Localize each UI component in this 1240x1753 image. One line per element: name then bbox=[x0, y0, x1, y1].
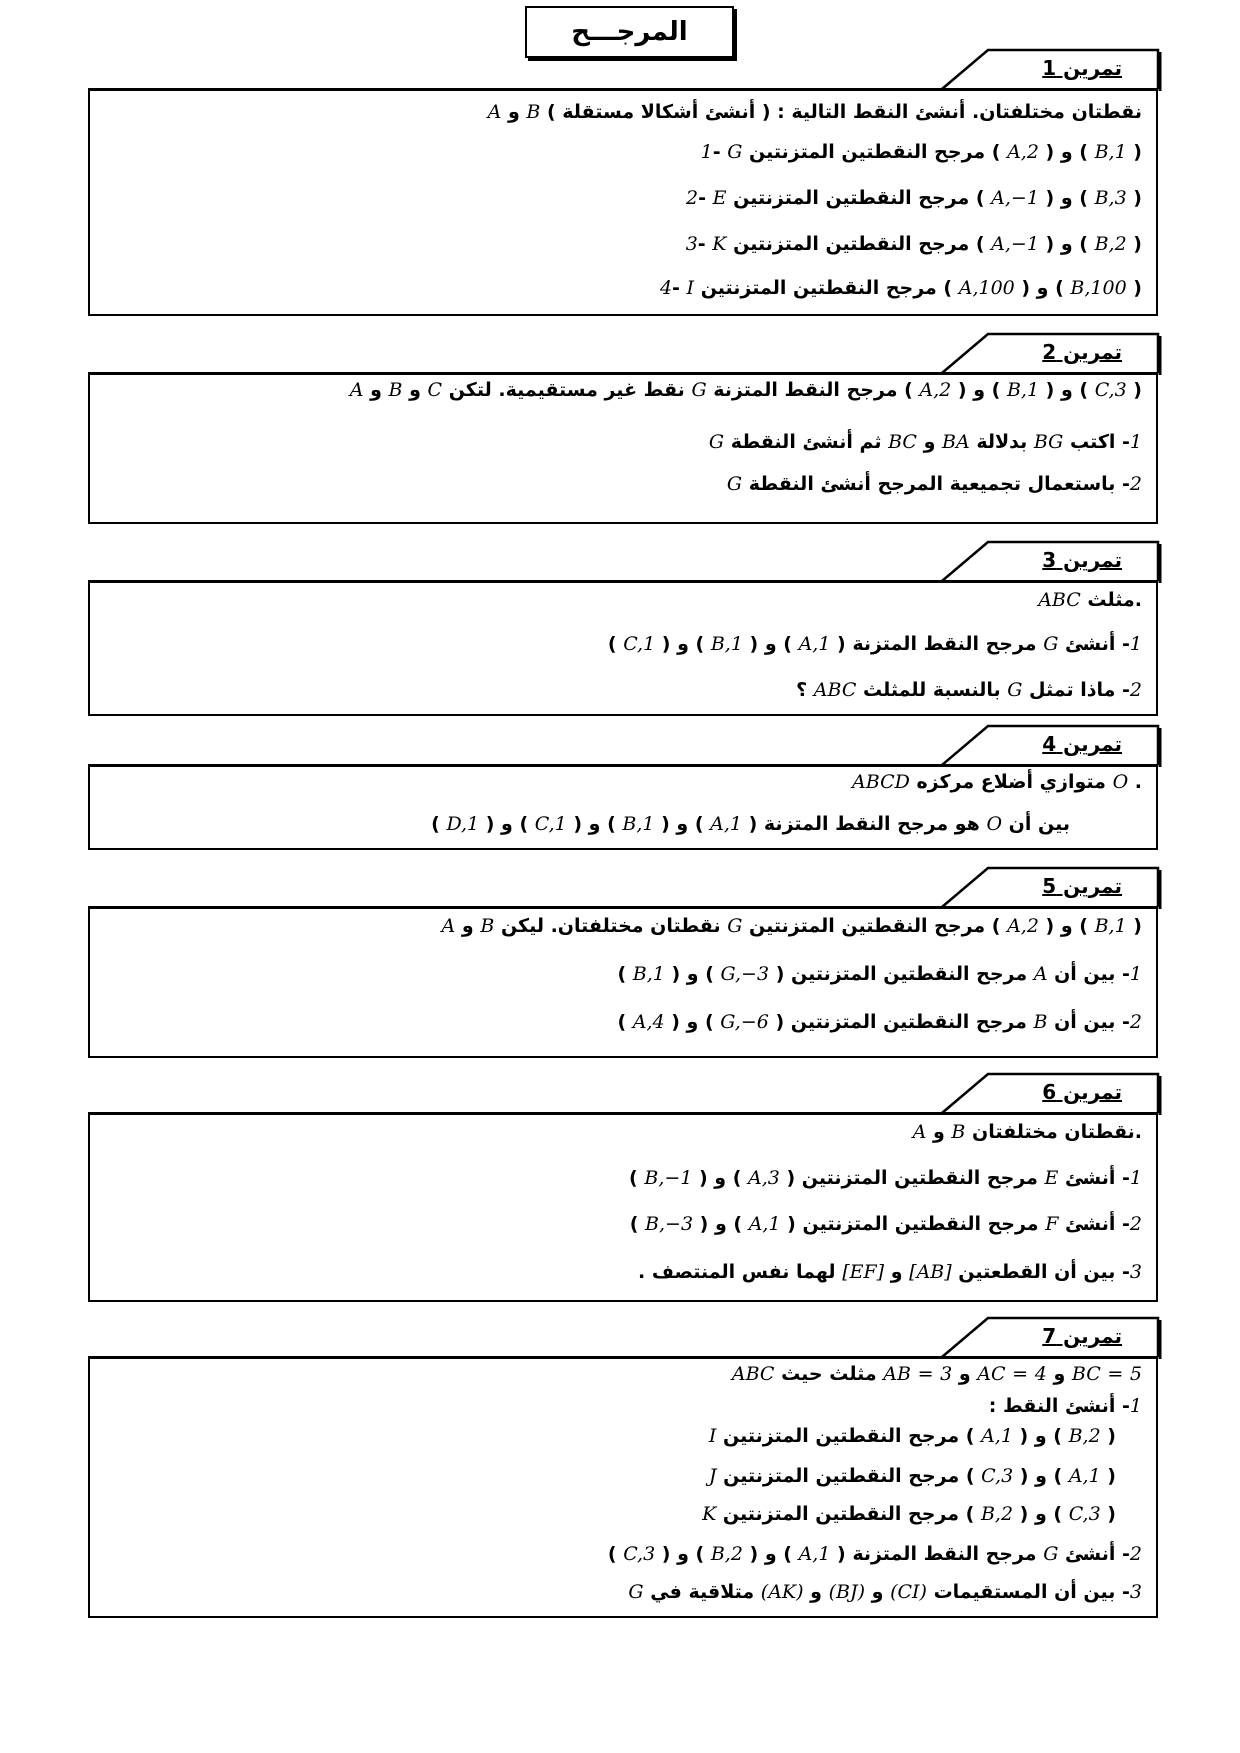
exercise-5-tab bbox=[938, 864, 1158, 906]
exercise-line: 1- بين أن A مرجح النقطتين المتزنتين ( G,−3 ) و ( B,1 ) bbox=[617, 963, 1142, 985]
exercise-line: 3- بين أن المستقيمات (CI) و (BJ) و (AK) متلاقية في G bbox=[628, 1581, 1142, 1603]
exercise-line: A و B نقطتان مختلفتان. أنشئ النقط التالية : ( أنشئ أشكالا مستقلة ) bbox=[487, 101, 1142, 123]
exercise-2-box bbox=[88, 372, 1158, 524]
exercise-4-tab bbox=[938, 722, 1158, 764]
exercise-5-box bbox=[88, 906, 1158, 1058]
exercise-6-tab bbox=[938, 1070, 1158, 1112]
exercise-3-box bbox=[88, 580, 1158, 716]
exercise-7-tab bbox=[938, 1314, 1158, 1356]
exercise-line: K مرجح النقطتين المتزنتين ( B,2 ) و ( C,3 ) bbox=[702, 1503, 1116, 1525]
exercise-6-box bbox=[88, 1112, 1158, 1302]
exercise-line: 2- أنشئ F مرجح النقطتين المتزنتين ( A,1 ) و ( B,−3 ) bbox=[629, 1213, 1142, 1235]
exercise-7-box bbox=[88, 1356, 1158, 1618]
exercise-3-tab bbox=[938, 538, 1158, 580]
exercise-line: J مرجح النقطتين المتزنتين ( C,3 ) و ( A,1 ) bbox=[708, 1465, 1116, 1487]
exercise-line: 4- I مرجح النقطتين المتزنتين ( A,100 ) و ( B,100 ) bbox=[659, 277, 1142, 299]
exercise-4-box bbox=[88, 764, 1158, 850]
exercise-line: 2- ماذا تمثل G بالنسبة للمثلث ABC ؟ bbox=[796, 679, 1142, 701]
exercise-line: 2- E مرجح النقطتين المتزنتين ( A,−1 ) و ( B,3 ) bbox=[686, 187, 1142, 209]
exercise-line: 2- أنشئ G مرجح النقط المتزنة ( A,1 ) و ( B,2 ) و ( C,3 ) bbox=[607, 1543, 1142, 1565]
exercise-line: 1- أنشئ G مرجح النقط المتزنة ( A,1 ) و ( B,1 ) و ( C,1 ) bbox=[607, 633, 1142, 655]
exercise-label: تمرين 3 bbox=[1042, 548, 1122, 572]
exercise-label: تمرين 6 bbox=[1042, 1080, 1122, 1104]
exercise-label: تمرين 2 bbox=[1042, 340, 1122, 364]
exercise-label: تمرين 4 bbox=[1042, 732, 1122, 756]
exercise-line: 1- أنشئ E مرجح النقطتين المتزنتين ( A,3 ) و ( B,−1 ) bbox=[629, 1167, 1142, 1189]
page-title: المرجـــح bbox=[525, 6, 734, 58]
exercise-line: A و B و C نقط غير مستقيمية. لتكن G مرجح النقط المتزنة ( A,2 ) و ( B,1 ) و ( C,3 ) bbox=[349, 379, 1142, 401]
exercise-line: ABC مثلث. bbox=[1038, 589, 1142, 611]
exercise-line: I مرجح النقطتين المتزنتين ( A,1 ) و ( B,2 ) bbox=[708, 1425, 1116, 1447]
exercise-line: A و B نقطتان مختلفتان. bbox=[912, 1121, 1142, 1143]
exercise-line: بين أن O هو مرجح النقط المتزنة ( A,1 ) و ( B,1 ) و ( C,1 ) و ( D,1 ) bbox=[431, 813, 1070, 835]
exercise-line: 3- بين أن القطعتين [AB] و [EF] لهما نفس المنتصف . bbox=[638, 1261, 1142, 1283]
exercise-label: تمرين 7 bbox=[1042, 1324, 1122, 1348]
exercise-label: تمرين 5 bbox=[1042, 874, 1122, 898]
exercise-label: تمرين 1 bbox=[1042, 56, 1122, 80]
exercise-line: 3- K مرجح النقطتين المتزنتين ( A,−1 ) و ( B,2 ) bbox=[685, 233, 1142, 255]
exercise-line: 1- اكتب BG بدلالة BA و BC ثم أنشئ النقطة G bbox=[708, 431, 1142, 453]
exercise-line: 1- G مرجح النقطتين المتزنتين ( A,2 ) و ( B,1 ) bbox=[700, 141, 1142, 163]
exercise-2-tab bbox=[938, 330, 1158, 372]
exercise-1-box bbox=[88, 88, 1158, 316]
exercise-line: 2- بين أن B مرجح النقطتين المتزنتين ( G,−6 ) و ( A,4 ) bbox=[617, 1011, 1142, 1033]
exercise-1-tab bbox=[938, 46, 1158, 88]
exercise-line: A و B نقطتان مختلفتان. ليكن G مرجح النقطتين المتزنتين ( A,2 ) و ( B,1 ) bbox=[441, 915, 1142, 937]
exercise-line: ABCD متوازي أضلاع مركزه O . bbox=[852, 771, 1142, 793]
exercise-line: 1- أنشئ النقط : bbox=[988, 1395, 1142, 1417]
exercise-line: 2- باستعمال تجميعية المرجح أنشئ النقطة G bbox=[726, 473, 1142, 495]
exercise-line: ABC مثلث حيث AB = 3 و AC = 4 و BC = 5 bbox=[731, 1363, 1142, 1385]
